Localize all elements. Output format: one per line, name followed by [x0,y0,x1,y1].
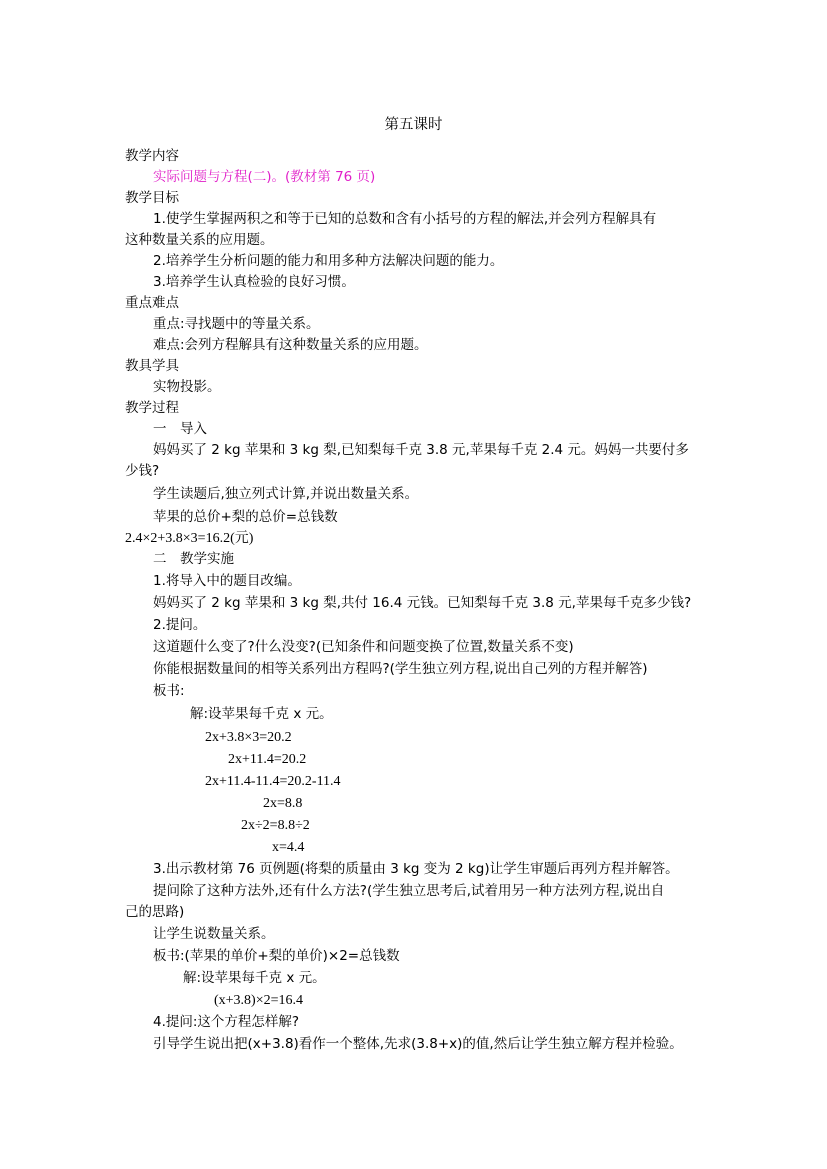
lesson-topic: 实际问题与方程(二)。(教材第 76 页) [153,169,376,185]
board-relation: 板书:(苹果的单价+梨的单价)×2=总钱数 [153,948,400,964]
board-label: 板书: [153,683,185,699]
equation-step-3: 2x+11.4-11.4=20.2-11.4 [205,774,341,789]
section-heading-process: 教学过程 [125,400,179,416]
step-3: 3.出示教材第 76 页例题(将梨的质量由 3 kg 变为 2 kg)让学生审题后再列方程并解答。 [153,861,679,877]
relation-prompt: 让学生说数量关系。 [153,926,275,942]
equation-step-2: 2x+11.4=20.2 [228,752,307,767]
key-point: 重点:寻找题中的等量关系。 [153,316,320,332]
equation-step-1: 2x+3.8×3=20.2 [205,730,292,745]
intro-instruction: 学生读题后,独立列式计算,并说出数量关系。 [153,486,419,502]
question-2: 你能根据数量间的相等关系列出方程吗?(学生独立列方程,说出自己列的方程并解答) [153,661,648,677]
section-heading-key-points: 重点难点 [125,295,179,311]
section-heading-goals: 教学目标 [125,190,179,206]
question-1: 这道题什么变了?什么没变?(已知条件和问题变换了位置,数量关系不变) [153,639,574,655]
subheading-implementation: 二 教学实施 [153,551,234,567]
solution-let-2: 解:设苹果每千克 x 元。 [183,970,326,986]
intro-problem-line-2: 少钱? [125,463,160,479]
section-heading-content: 教学内容 [125,148,179,164]
intro-problem-line-1: 妈妈买了 2 kg 苹果和 3 kg 梨,已知梨每千克 3.8 元,苹果每千克 2.4 元。妈妈一共要付多 [153,442,689,458]
goal-1-line-1: 1.使学生掌握两积之和等于已知的总数和含有小括号的方程的解法,并会列方程解具有 [153,211,657,227]
step-4: 4.提问:这个方程怎样解? [153,1014,300,1030]
goal-1-line-2: 这种数量关系的应用题。 [125,232,274,248]
goal-2: 2.培养学生分析问题的能力和用多种方法解决问题的能力。 [153,253,504,269]
equation-step-6: x=4.4 [272,840,305,855]
equation-alt: (x+3.8)×2=16.4 [214,993,304,1008]
difficult-point: 难点:会列方程解具有这种数量关系的应用题。 [153,337,428,353]
subheading-intro: 一 导入 [153,421,207,437]
section-heading-materials: 教具学具 [125,358,179,374]
modified-problem: 妈妈买了 2 kg 苹果和 3 kg 梨,共付 16.4 元钱。已知梨每千克 3.8 元,苹果每千克多少钱? [153,595,692,611]
materials-text: 实物投影。 [153,379,221,395]
intro-calculation: 2.4×2+3.8×3=16.2(元) [125,531,254,546]
equation-step-5: 2x÷2=8.8÷2 [241,818,310,833]
page-title: 第五课时 [384,117,443,133]
step-2: 2.提问。 [153,617,207,633]
equation-step-4: 2x=8.8 [263,796,303,811]
quantity-relation: 苹果的总价+梨的总价=总钱数 [153,509,338,525]
alternative-question-line-1: 提问除了这种方法外,还有什么方法?(学生独立思考后,试着用另一种方法列方程,说出自 [153,883,665,899]
goal-3: 3.培养学生认真检验的良好习惯。 [153,274,355,290]
step-1: 1.将导入中的题目改编。 [153,573,301,589]
alternative-question-line-2: 己的思路) [125,904,185,920]
solution-let: 解:设苹果每千克 x 元。 [190,706,333,722]
guidance-text: 引导学生说出把(x+3.8)看作一个整体,先求(3.8+x)的值,然后让学生独立解方程并检验。 [153,1036,683,1052]
